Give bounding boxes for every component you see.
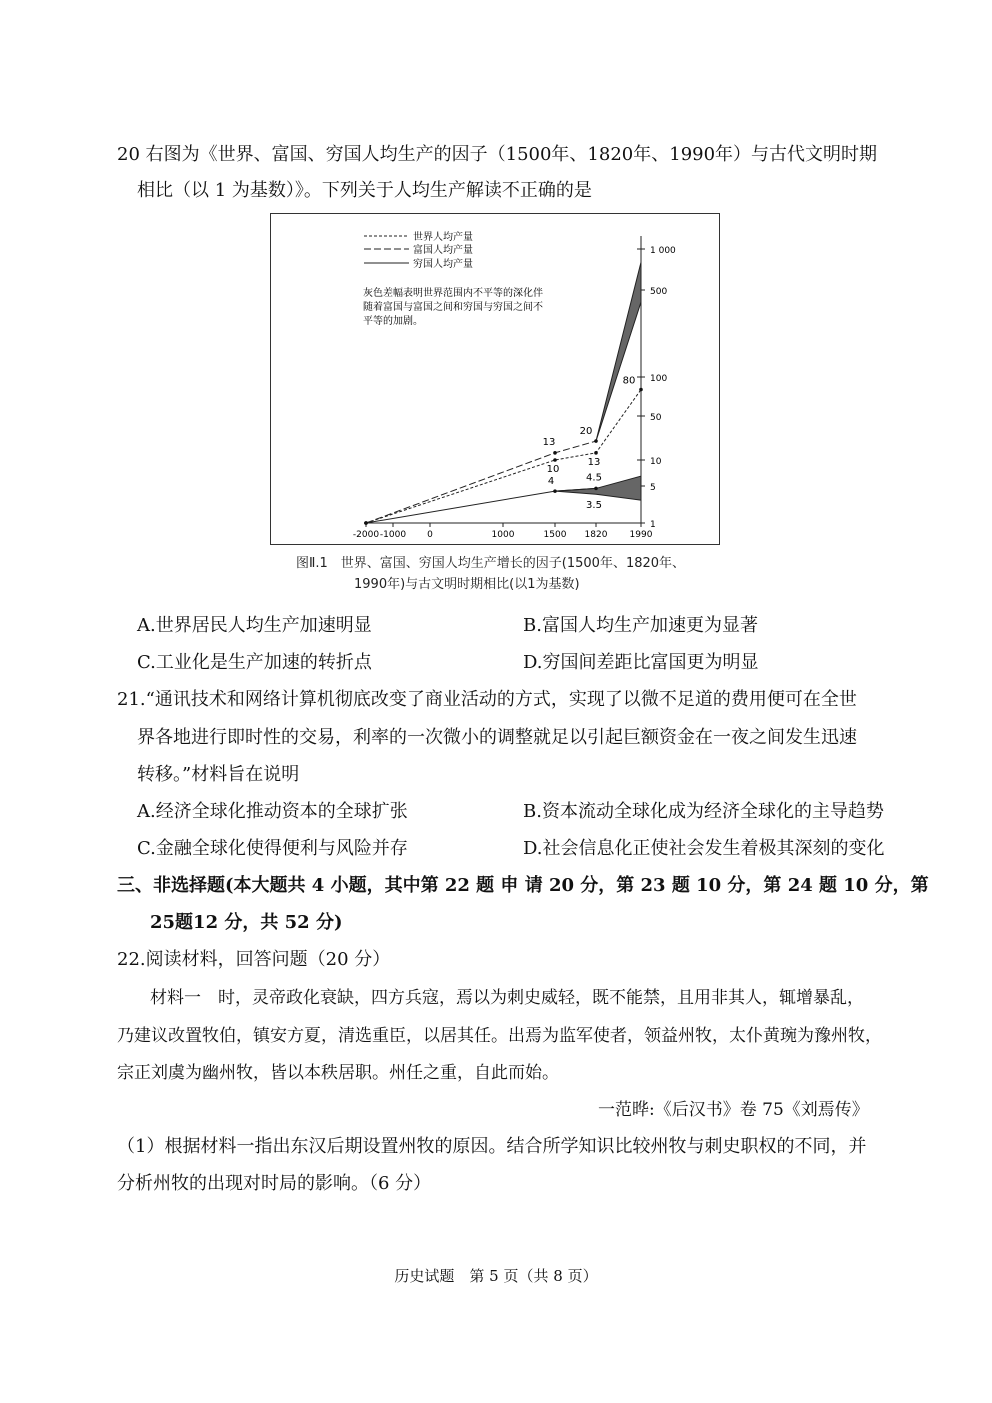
x-tick-label-2: 0 <box>427 530 433 540</box>
q20-option-b[interactable]: B.富国人均生产加速更为显著 <box>523 615 758 636</box>
q22-material-source: 一范晔:《后汉书》卷 75《刘焉传》 <box>598 1100 869 1120</box>
y-tick-label-1: 5 <box>650 483 656 493</box>
q22-subquestion-1-line-2: 分析州牧的出现对时局的影响。（6 分） <box>117 1173 432 1194</box>
chart-figure <box>270 213 720 545</box>
figure-caption-line-2: 1990年)与古文明时期相比(以1为基数) <box>354 577 580 592</box>
legend-label-rich: 富国人均产量 <box>413 245 473 256</box>
q22-title: 22.阅读材料，回答问题（20 分） <box>117 949 391 970</box>
x-tick-label-0: -2000 <box>352 530 380 540</box>
shaded-area-rich <box>596 262 641 441</box>
section-3-heading-line-2: 25题12 分，共 52 分) <box>150 912 343 933</box>
point-label-6: 4.5 <box>586 472 602 484</box>
figure-caption-line-1: 图Ⅱ.1 世界、富国、穷国人均生产增长的因子(1500年、1820年、 <box>296 556 686 571</box>
point-label-7: 3.5 <box>586 500 602 512</box>
y-tick-label-2: 10 <box>650 457 662 467</box>
q21-line-2: 界各地进行即时性的交易，利率的一次微小的调整就足以引起巨额资金在一夜之间发生迅速 <box>137 727 857 748</box>
point-label-4: 80 <box>622 375 636 387</box>
q21-line-1: 21.“通讯技术和网络计算机彻底改变了商业活动的方式，实现了以微不足道的费用便可在全世 <box>117 689 857 710</box>
y-tick-label-5: 500 <box>650 287 668 297</box>
series-point-0-1 <box>553 458 557 462</box>
legend-label-world: 世界人均产量 <box>413 232 473 243</box>
y-tick-label-4: 100 <box>650 374 668 384</box>
chart-svg <box>271 214 721 546</box>
x-tick-label-3: 1000 <box>491 530 515 540</box>
series-point-2-0 <box>364 521 368 525</box>
q20-option-c[interactable]: C.工业化是生产加速的转折点 <box>137 652 372 673</box>
x-tick-label-4: 1500 <box>543 530 567 540</box>
y-tick-label-3: 50 <box>650 413 662 423</box>
chart-note-line-2: 随着富国与富国之间和穷国与穷国之间不 <box>363 302 543 313</box>
chart-note-line-3: 平等的加剧。 <box>363 316 423 327</box>
q22-material-line-1: 材料一 时，灵帝政化衰缺，四方兵寇，焉以为刺史威轻，既不能禁，且用非其人，辄增暴乱， <box>150 988 864 1008</box>
q22-material-line-2: 乃建议改置牧伯，镇安方夏，清选重臣，以居其任。出焉为监军使者，领益州牧，太仆黄琬为豫州牧， <box>117 1026 882 1046</box>
q20-line-2: 相比（以 1 为基数）》。下列关于人均生产解读不正确的是 <box>137 180 592 201</box>
point-label-2: 20 <box>579 426 593 438</box>
point-label-3: 13 <box>587 456 601 468</box>
series-line-1 <box>366 441 596 523</box>
series-line-2 <box>366 488 596 523</box>
chart-note-line-1: 灰色差幅表明世界范围内不平等的深化伴 <box>363 288 543 299</box>
y-tick-label-0: 1 <box>650 520 656 530</box>
series-point-0-2 <box>594 451 598 455</box>
x-tick-label-5: 1820 <box>584 530 608 540</box>
q21-option-c[interactable]: C.金融全球化使得便利与风险并存 <box>137 838 408 859</box>
series-point-0-3 <box>639 388 643 392</box>
x-tick-label-6: 1990 <box>629 530 653 540</box>
q20-line-1: 20 右图为《世界、富国、穷国人均生产的因子（1500年、1820年、1990年）与古代文明时期 <box>117 144 878 165</box>
q21-line-3: 转移。”材料旨在说明 <box>137 764 300 785</box>
legend-label-poor: 穷国人均产量 <box>413 259 473 270</box>
q21-option-a[interactable]: A.经济全球化推动资本的全球扩张 <box>137 801 408 822</box>
q21-option-d[interactable]: D.社会信息化正使社会发生着极其深刻的变化 <box>523 838 885 859</box>
q22-subquestion-1-line-1: （1）根据材料一指出东汉后期设置州牧的原因。结合所学知识比较州牧与刺史职权的不同，并 <box>117 1136 867 1157</box>
point-label-5: 4 <box>547 476 555 488</box>
y-tick-label-6: 1 000 <box>650 246 676 256</box>
series-point-1-1 <box>553 451 557 455</box>
q20-option-a[interactable]: A.世界居民人均生产加速明显 <box>137 615 372 636</box>
point-label-1: 10 <box>546 464 560 475</box>
q21-option-b[interactable]: B.资本流动全球化成为经济全球化的主导趋势 <box>523 801 884 822</box>
x-tick-label-1: -1000 <box>379 530 407 540</box>
page-footer: 历史试题 第 5 页（共 8 页） <box>394 1267 598 1285</box>
point-label-0: 13 <box>542 436 556 448</box>
section-3-heading-line-1: 三、非选择题(本大题共 4 小题，其中第 22 题 申 请 20 分，第 23 题 10 分，第 24 题 10 分，第 <box>117 875 929 896</box>
q22-material-line-3: 宗正刘虞为幽州牧，皆以本秩居职。州任之重，自此而始。 <box>117 1063 559 1083</box>
series-point-2-1 <box>553 489 557 493</box>
q20-option-d[interactable]: D.穷国间差距比富国更为明显 <box>523 652 759 673</box>
series-point-2-2 <box>594 487 598 491</box>
series-point-1-2 <box>594 439 598 443</box>
